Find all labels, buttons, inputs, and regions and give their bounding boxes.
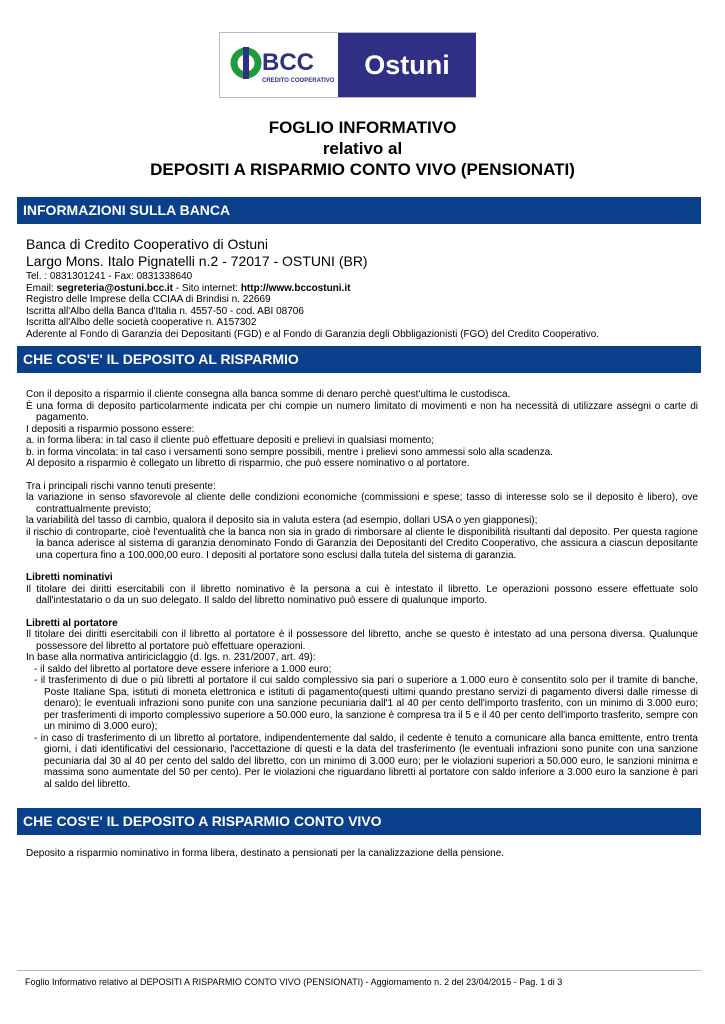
risk-item: la variabilità del tasso di cambio, qualora il deposito sia in valuta estera (ad esempio, dollari USA o yen giapponesi); (26, 515, 538, 526)
footer-divider (17, 970, 701, 971)
site-label: - Sito internet: (173, 282, 241, 294)
deposit-p3: I depositi a risparmio possono essere: (26, 423, 195, 435)
deposit-p1: Con il deposito a risparmio il cliente consegna alla banca somme di denaro perchè quest'ultima le custodisca. (26, 389, 511, 400)
email-link[interactable]: segreteria@ostuni.bcc.it (56, 282, 174, 294)
page-footer: Foglio Informativo relativo al DEPOSITI A RISPARMIO CONTO VIVO (PENSIONATI) - Aggiornamento n. 2 del 23/04/2015 - Pag. 1 di 3 (25, 977, 563, 987)
logo-tagline: CREDITO COOPERATIVO (262, 78, 335, 84)
risks-intro: Tra i principali rischi vanno tenuti presente: (26, 480, 216, 492)
bank-registro: Registro delle Imprese della CCIAA di Brindisi n. 22669 (26, 294, 271, 305)
title-line-3: DEPOSITI A RISPARMIO CONTO VIVO (PENSIONATI) (150, 160, 575, 179)
logo-brand: BCC (262, 49, 314, 76)
title-line-2: relativo al (322, 139, 403, 158)
bank-fondo: Aderente al Fondo di Garanzia dei Depositanti (FGD) e al Fondo di Garanzia degli Obbligazionisti (FGO) del Credito Cooperativo. (26, 328, 600, 340)
deposit-description-block (26, 389, 698, 790)
section-heading-bank-info: INFORMAZIONI SULLA BANCA (17, 197, 701, 224)
portatore-text: Il titolare dei diritti esercitabili con il libretto al portatore è il possessore del libretto, anche se questo è intestato ad una persona diversa. Qualunque possessore del libretto al portatore può effettuare operazioni. (26, 629, 698, 652)
portatore-bullet: - il trasferimento di due o più libretti al portatore il cui saldo complessivo sia pari o superiore a 1.000 euro è consentito solo per il tramite di banche, Poste Italiane Spa, istituti di moneta elettronica e istituti di pagamento(questi ultimi quando prestano servizi di pagamento diversi dalle rimesse di denaro); le eventuali infrazioni sono punite con una sanzione pecuniaria dall'1 al 40 per cento dell'importo trasferito, con un minimo di 3.000 euro; per trasferimenti di importo complessivo superiore a 50.000 euro, la sanzione è compresa tra il 5 e il 40 per cento dell'importo trasferito, sempre con un minimo di 3.000 euro); (34, 675, 698, 732)
bank-name: Banca di Credito Cooperativo di Ostuni (26, 236, 269, 252)
section-heading-deposit: CHE COS'E' IL DEPOSITO AL RISPARMIO (17, 346, 701, 373)
nominativi-text: Il titolare dei diritti esercitabili con il libretto nominativo è la persona a cui è intestato il libretto. Le operazioni possono essere effettuate solo dall'intestatario o da un suo delegato. Il saldo del libretto nominativo può essere di qualunque importo. (26, 583, 698, 606)
nominativi-title: Libretti nominativi (26, 572, 113, 583)
portatore-title: Libretti al portatore (26, 617, 118, 629)
risk-item: il rischio di controparte, cioè l'eventualità che la banca non sia in grado di rimborsare al cliente le disponibilità risultanti dal deposito. Per questa ragione la banca aderisce al sistema di garanzia denominato Fondo di Garanzia dei Depositanti del Credito Cooperativo, che assicura a ciascun depositante una copertura fino a 100.000,00 euro. I depositi al portatore sono esclusi dalla tutela del sistema di garanzia. (26, 526, 698, 561)
risk-item: la variazione in senso sfavorevole al cliente delle condizioni economiche (commissioni e spese; tasso di interesse solo se il deposito è libero), ove contrattualmente previsto; (26, 492, 698, 515)
portatore-bullet: - il saldo del libretto al portatore deve essere inferiore a 1.000 euro; (34, 663, 332, 675)
bcc-logo-mark (230, 43, 340, 87)
section-heading-conto-vivo: CHE COS'E' IL DEPOSITO A RISPARMIO CONTO VIVO (17, 808, 701, 835)
bank-albo-coop: Iscritta all'Albo delle società cooperative n. A157302 (26, 317, 257, 328)
conto-vivo-block (26, 848, 698, 860)
deposit-p6: Al deposito a risparmio è collegato un libretto di risparmio, che può essere nominativo o al portatore. (26, 458, 470, 469)
bank-contacts (26, 283, 698, 295)
logo-town: Ostuni (338, 33, 476, 97)
bank-logo (219, 32, 476, 98)
bank-albo-banca: Iscritta all'Albo della Banca d'Italia n. 4557-50 - cod. ABI 08706 (26, 305, 304, 317)
website-link[interactable]: http://www.bccostuni.it (240, 282, 351, 294)
document-title (0, 117, 725, 180)
bank-phone: Tel. : 0831301241 - Fax: 0831338640 (26, 271, 193, 282)
conto-vivo-text: Deposito a risparmio nominativo in forma libera, destinato a pensionati per la canalizzazione della pensione. (26, 848, 505, 859)
bank-info-block (26, 236, 698, 340)
deposit-p4: a. in forma libera: in tal caso il cliente può effettuare depositi e prelievi in qualsiasi momento; (26, 435, 434, 446)
email-label: Email: (26, 282, 57, 294)
deposit-p5: b. in forma vincolata: in tal caso i versamenti sono sempre possibili, mentre i prelievi sono ammessi solo alla scadenza. (26, 446, 553, 458)
bank-address: Largo Mons. Italo Pignatelli n.2 - 72017 - OSTUNI (BR) (26, 253, 368, 269)
title-line-1: FOGLIO INFORMATIVO (268, 118, 457, 137)
portatore-bullet: - in caso di trasferimento di un libretto al portatore, indipendentemente dal saldo, il cedente è tenuto a comunicare alla banca emittente, entro trenta giorni, i dati identificativi del cessionario, l'accettazione di questi e la data del trasferimento (le eventuali infrazioni sono punite con una sanzione pecuniaria dal 30 al 40 per cento del saldo del libretto, con un minimo di 3.000 euro; per le violazioni superiori a 50.000 euro, le sanzioni minima e massima sono aumentate del 50 per cento). Per le violazioni che riguardano libretti al portatore con saldo inferiore a 3.000 euro la sanzione è pari al saldo del libretto. (34, 732, 698, 790)
deposit-p2: È una forma di deposito particolarmente indicata per chi compie un numero limitato di movimenti e non ha necessità di utilizzare assegni o carte di pagamento. (26, 400, 698, 423)
portatore-norm: In base alla normativa antiriciclaggio (d. lgs. n. 231/2007, art. 49): (26, 652, 316, 663)
